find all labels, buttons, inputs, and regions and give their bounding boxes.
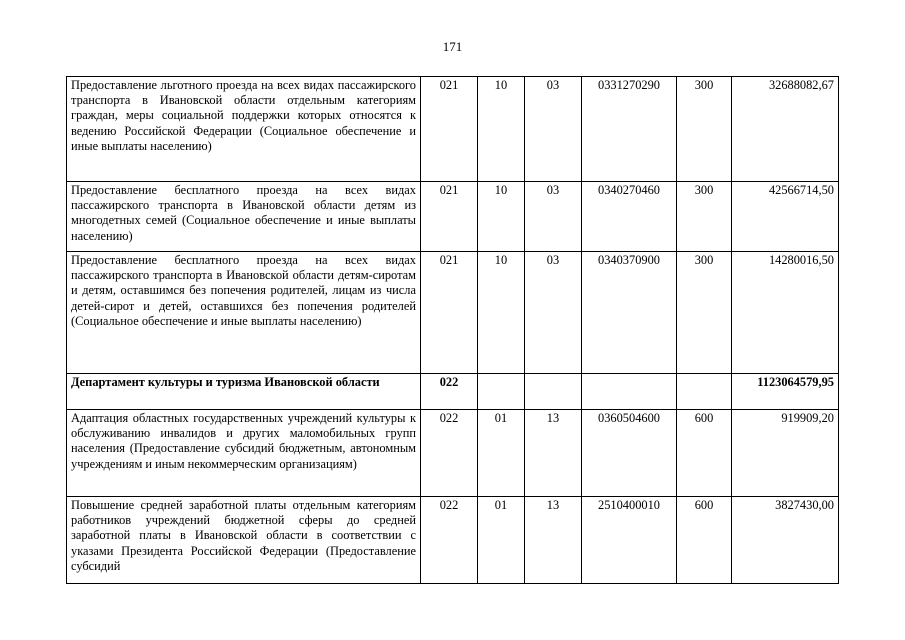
section-code-cell	[478, 374, 525, 410]
expense-type-cell	[677, 374, 732, 410]
subsection-code-cell: 03	[525, 182, 582, 252]
table-row	[67, 410, 839, 497]
ministry-code-cell: 021	[421, 182, 478, 252]
table-row	[67, 497, 839, 584]
amount-cell: 32688082,67	[732, 77, 839, 182]
amount-cell: 919909,20	[732, 410, 839, 497]
expense-name-cell: Предоставление бесплатного проезда на всех видах пассажирского транспорта в Ивановской области детям из многодетных семей (Социальное обеспечение и иные выплаты населению)	[67, 182, 421, 252]
subsection-code-cell: 03	[525, 77, 582, 182]
target-code-cell: 0340370900	[582, 252, 677, 374]
subsection-code-cell: 13	[525, 410, 582, 497]
section-code-cell: 01	[478, 497, 525, 584]
ministry-code-cell: 021	[421, 77, 478, 182]
department-total-cell: 1123064579,95	[732, 374, 839, 410]
expense-type-cell: 600	[677, 497, 732, 584]
section-code-cell: 01	[478, 410, 525, 497]
expense-name-cell: Адаптация областных государственных учреждений культуры к обслуживанию инвалидов и других маломобильных групп населения (Предоставление субсидий бюджетным, автономным учреждениям и иным некоммерческим организациям)	[67, 410, 421, 497]
amount-cell: 3827430,00	[732, 497, 839, 584]
target-code-cell	[582, 374, 677, 410]
expense-name-cell: Повышение средней заработной платы отдельным категориям работников учреждений бюджетной сферы до средней заработной платы в Ивановской области в соответствии с указами Президента Российской Федерации (Предоставление субсидий	[67, 497, 421, 584]
table-row	[67, 252, 839, 374]
target-code-cell: 0331270290	[582, 77, 677, 182]
ministry-code-cell: 022	[421, 374, 478, 410]
target-code-cell: 0360504600	[582, 410, 677, 497]
subsection-code-cell: 13	[525, 497, 582, 584]
department-name-cell: Департамент культуры и туризма Ивановской области	[67, 374, 421, 410]
expense-type-cell: 300	[677, 252, 732, 374]
section-code-cell: 10	[478, 182, 525, 252]
table-row	[67, 77, 839, 182]
table-body	[67, 77, 839, 584]
department-row	[67, 374, 839, 410]
expense-name-cell: Предоставление бесплатного проезда на всех видах пассажирского транспорта в Ивановской области детям-сиротам и детям, оставшимся без попечения родителей, лицам из числа детей-сирот и детей, оставшихся без попечения родителей (Социальное обеспечение и иные выплаты населению)	[67, 252, 421, 374]
ministry-code-cell: 022	[421, 497, 478, 584]
subsection-code-cell	[525, 374, 582, 410]
target-code-cell: 0340270460	[582, 182, 677, 252]
expense-type-cell: 300	[677, 182, 732, 252]
ministry-code-cell: 022	[421, 410, 478, 497]
amount-cell: 14280016,50	[732, 252, 839, 374]
section-code-cell: 10	[478, 252, 525, 374]
target-code-cell: 2510400010	[582, 497, 677, 584]
expense-type-cell: 300	[677, 77, 732, 182]
expense-type-cell: 600	[677, 410, 732, 497]
amount-cell: 42566714,50	[732, 182, 839, 252]
budget-table	[66, 76, 839, 584]
expense-name-cell: Предоставление льготного проезда на всех видах пассажирского транспорта в Ивановской области отдельным категориям граждан, меры социальной поддержки которых относятся к ведению Российской Федерации (Социальное обеспечение и иные выплаты населению)	[67, 77, 421, 182]
subsection-code-cell: 03	[525, 252, 582, 374]
table-row	[67, 182, 839, 252]
section-code-cell: 10	[478, 77, 525, 182]
page-number: 171	[442, 39, 463, 54]
ministry-code-cell: 021	[421, 252, 478, 374]
